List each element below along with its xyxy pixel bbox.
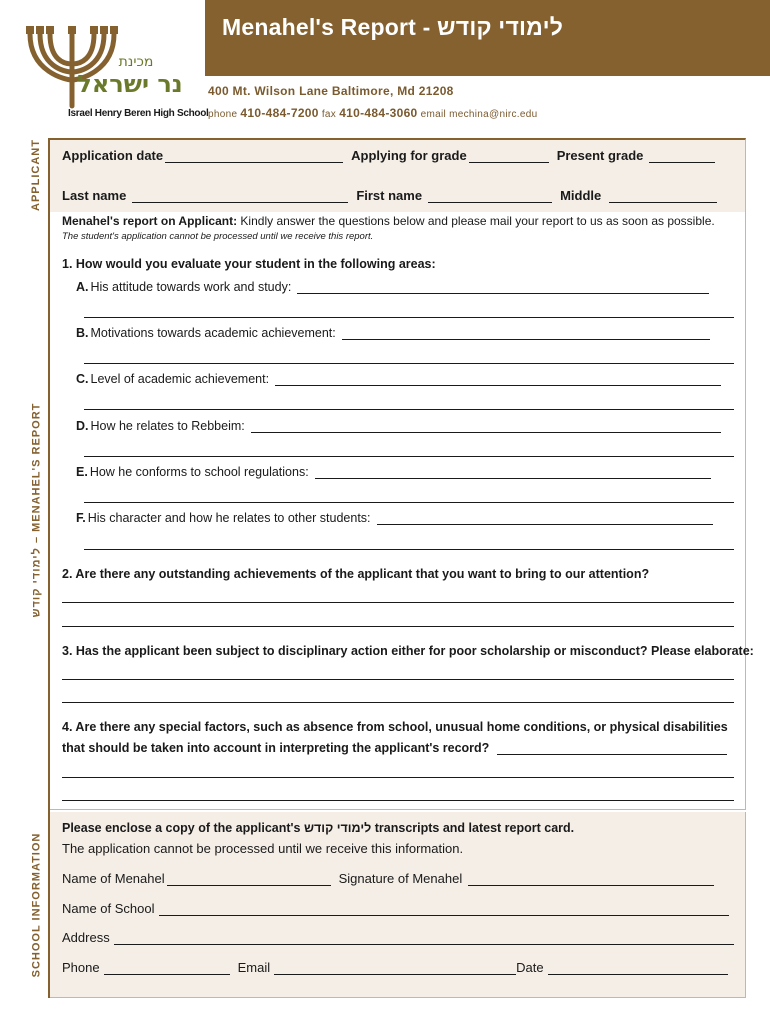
school-row-4 — [62, 960, 736, 975]
question-4-line-2: that should be taken into account in interpreting the applicant's record? — [62, 741, 735, 755]
date-label: Date — [516, 960, 544, 975]
address-label: Address — [62, 930, 110, 945]
q2-line-2[interactable] — [62, 626, 734, 627]
sub-a-line-2[interactable] — [84, 317, 734, 318]
page-title: Menahel's Report - לימודי קודש — [222, 14, 564, 40]
sub-d-field[interactable] — [251, 419, 721, 433]
report-note: The student's application cannot be processed until we receive this report. — [62, 231, 374, 242]
middle-label: Middle — [560, 188, 602, 203]
email-label: email — [420, 109, 447, 120]
school-row-2 — [62, 901, 737, 916]
present-grade-field[interactable] — [649, 149, 715, 163]
report-intro: Menahel's report on Applicant: Kindly answer the questions below and please mail your report to us as soon as possible. — [62, 214, 715, 228]
name-of-menahel-field[interactable] — [167, 872, 331, 886]
sub-a-field[interactable] — [297, 280, 709, 294]
school-name: Israel Henry Beren High School — [68, 108, 209, 119]
sub-c-line-2[interactable] — [84, 409, 734, 410]
signature-field[interactable] — [468, 872, 714, 886]
phone-label: phone — [208, 109, 238, 120]
name-of-menahel-label: Name of Menahel — [62, 871, 165, 886]
sub-item-a: A. His attitude towards work and study: — [76, 280, 717, 294]
q4-field[interactable] — [497, 741, 727, 755]
q3-line-1[interactable] — [62, 679, 734, 680]
email-address: mechina@nirc.edu — [449, 109, 538, 120]
question-1: 1. How would you evaluate your student in the following areas: — [62, 257, 436, 271]
q3-line-2[interactable] — [62, 702, 734, 703]
applying-grade-field[interactable] — [469, 149, 549, 163]
sub-b-line-2[interactable] — [84, 363, 734, 364]
school-address: 400 Mt. Wilson Lane Baltimore, Md 21208 — [208, 84, 454, 98]
sub-c-field[interactable] — [275, 372, 721, 386]
sub-f-field[interactable] — [377, 511, 713, 525]
sub-b-field[interactable] — [342, 326, 710, 340]
date-field[interactable] — [548, 961, 728, 975]
present-grade-label: Present grade — [556, 148, 644, 163]
question-4-line-1: 4. Are there any special factors, such as absence from school, unusual home conditions, or physical disabilities — [62, 720, 728, 734]
side-label-applicant: APPLICANT — [24, 138, 48, 212]
logo-hebrew-main: נר ישראל — [77, 70, 183, 98]
applicant-row-1 — [62, 148, 723, 163]
sub-item-f: F. His character and how he relates to other students: — [76, 511, 721, 525]
middle-field[interactable] — [609, 189, 717, 203]
last-name-label: Last name — [62, 188, 127, 203]
email-label-school: Email — [237, 960, 271, 975]
school-row-3 — [62, 930, 742, 945]
cannot-process-note: The application cannot be processed until we receive this information. — [62, 841, 464, 856]
side-label-report: לימודי קודש – MENAHEL'S REPORT — [24, 330, 48, 690]
question-3: 3. Has the applicant been subject to disciplinary action either for poor scholarship or misconduct? Please elaborate: — [62, 644, 754, 658]
q4-line-3-field[interactable] — [62, 800, 734, 801]
enclose-instruction: Please enclose a copy of the applicant's לימודי קודש transcripts and latest report card. — [62, 821, 575, 835]
menorah-logo — [18, 22, 198, 122]
applicant-row-2 — [62, 188, 725, 203]
first-name-label: First name — [356, 188, 423, 203]
address-field[interactable] — [114, 931, 734, 945]
school-row-1 — [62, 871, 722, 886]
application-date-field[interactable] — [165, 149, 343, 163]
sub-item-d: D. How he relates to Rebbeim: — [76, 419, 729, 433]
email-field[interactable] — [274, 961, 516, 975]
sub-e-field[interactable] — [315, 465, 711, 479]
sub-item-b: B. Motivations towards academic achievement: — [76, 326, 718, 340]
name-of-school-label: Name of School — [62, 901, 155, 916]
logo-hebrew-top: מכינת — [118, 54, 154, 70]
phone-label-school: Phone — [62, 960, 100, 975]
sub-f-line-2[interactable] — [84, 549, 734, 550]
q2-line-1[interactable] — [62, 602, 734, 603]
contact-line — [208, 106, 537, 120]
application-date-label: Application date — [62, 148, 164, 163]
last-name-field[interactable] — [132, 189, 348, 203]
applying-grade-label: Applying for grade — [351, 148, 467, 163]
sub-e-line-2[interactable] — [84, 502, 734, 503]
sub-item-c: C. Level of academic achievement: — [76, 372, 729, 386]
phone-number: 410-484-7200 — [240, 106, 319, 120]
signature-label: Signature of Menahel — [338, 871, 463, 886]
fax-number: 410-484-3060 — [339, 106, 418, 120]
sub-d-line-2[interactable] — [84, 456, 734, 457]
q4-line-2-field[interactable] — [62, 777, 734, 778]
side-label-school: SCHOOL INFORMATION — [24, 812, 48, 998]
phone-field[interactable] — [104, 961, 230, 975]
first-name-field[interactable] — [428, 189, 552, 203]
name-of-school-field[interactable] — [159, 902, 729, 916]
question-2: 2. Are there any outstanding achievements of the applicant that you want to bring to our attention? — [62, 567, 650, 581]
sub-item-e: E. How he conforms to school regulations: — [76, 465, 719, 479]
fax-label: fax — [321, 109, 337, 120]
